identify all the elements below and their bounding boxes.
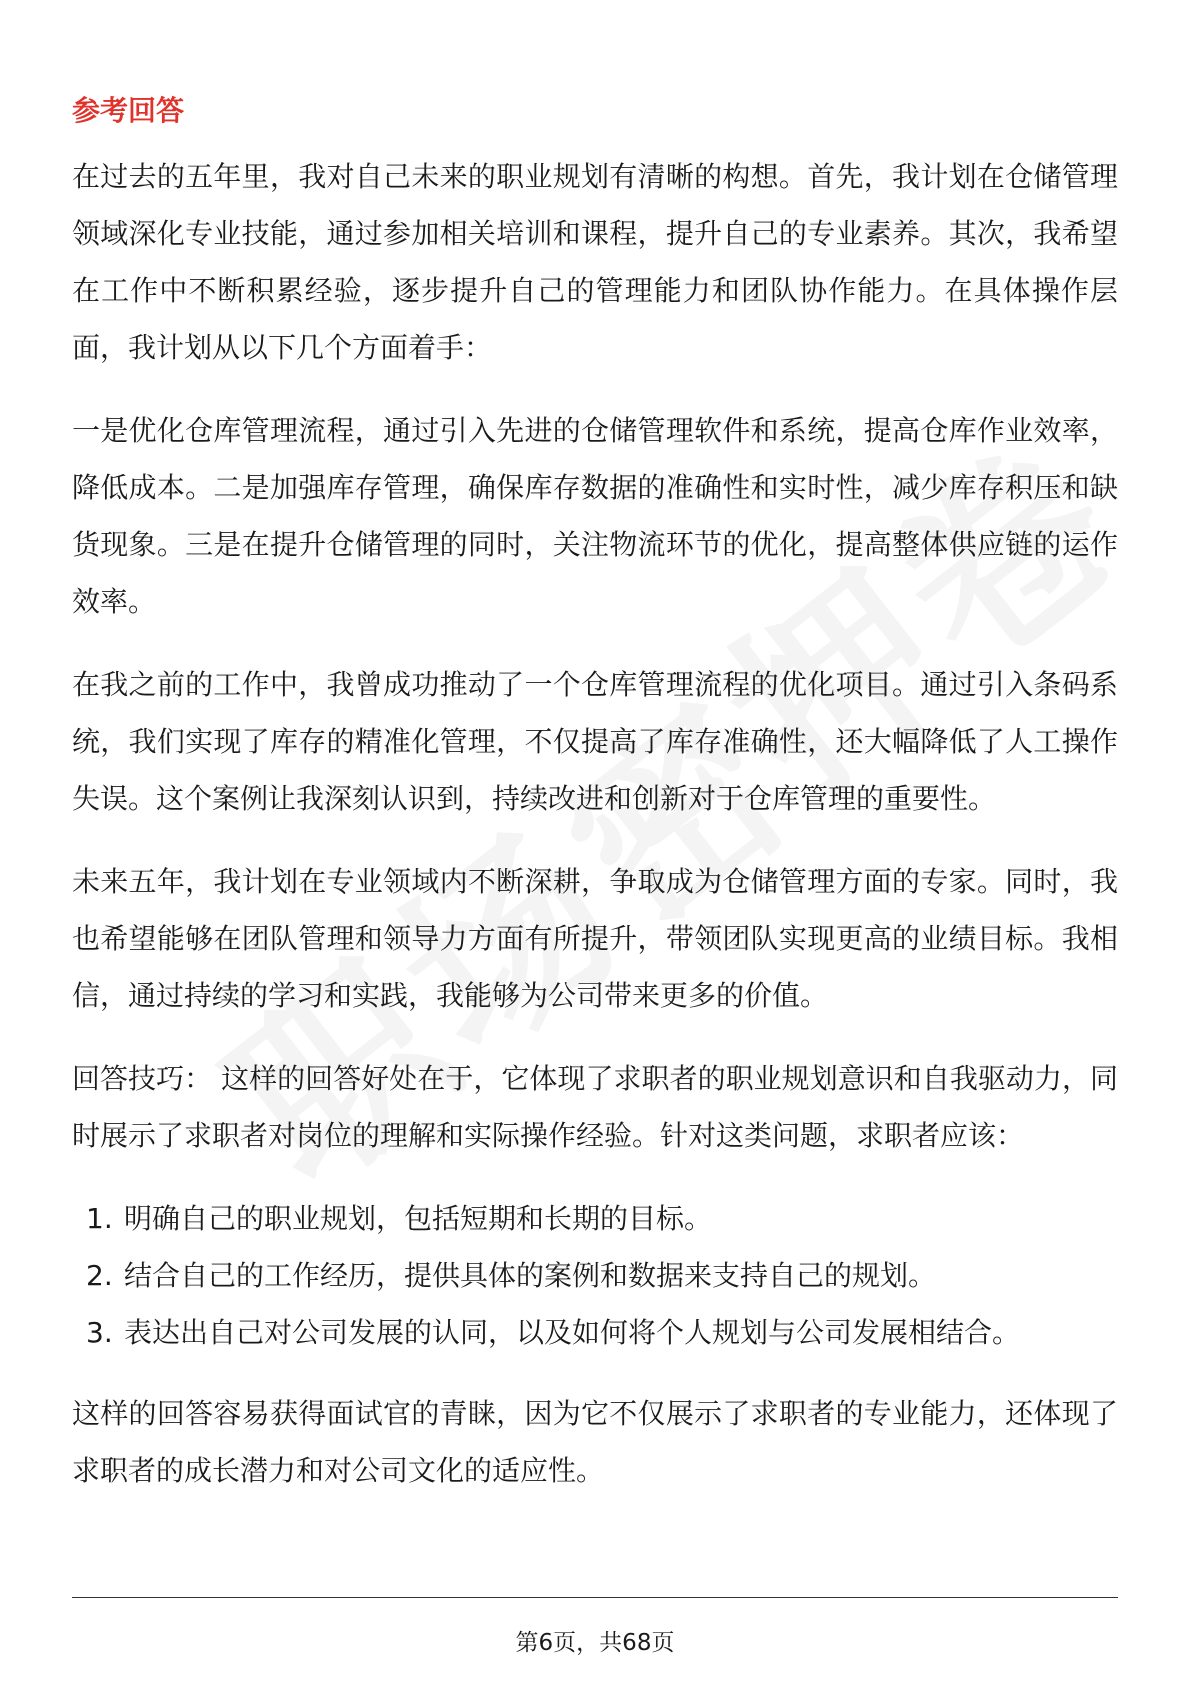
list-item — [72, 1190, 1118, 1247]
list-item-text: 表达出自己对公司发展的认同，以及如何将个人规划与公司发展相结合。 — [124, 1316, 1021, 1349]
page-content — [72, 84, 1118, 1525]
list-item — [72, 1304, 1118, 1361]
paragraph-career-plan: 在过去的五年里，我对自己未来的职业规划有清晰的构想。首先，我计划在仓储管理领域深化专业技能，通过参加相关培训和课程，提升自己的专业素养。其次，我希望在工作中不断积累经验，逐步提升自己的管理能力和团队协作能力。在具体操作层面，我计划从以下几个方面着手： — [72, 160, 1118, 364]
tips-list — [72, 1190, 1118, 1361]
paragraph-closing: 这样的回答容易获得面试官的青睐，因为它不仅展示了求职者的专业能力，还体现了求职者的成长潜力和对公司文化的适应性。 — [72, 1397, 1118, 1487]
paragraph-future-goals: 未来五年，我计划在专业领域内不断深耕，争取成为仓储管理方面的专家。同时，我也希望能够在团队管理和领导力方面有所提升，带领团队实现更高的业绩目标。我相信，通过持续的学习和实践，我能够为公司带来更多的价值。 — [72, 865, 1118, 1012]
paragraph-past-experience: 在我之前的工作中，我曾成功推动了一个仓库管理流程的优化项目。通过引入条码系统，我们实现了库存的精准化管理，不仅提高了库存准确性，还大幅降低了人工操作失误。这个案例让我深刻认识到，持续改进和创新对于仓库管理的重要性。 — [72, 668, 1118, 815]
page-number: 第6页，共68页 — [515, 1630, 675, 1656]
list-item-number: 2. — [86, 1259, 113, 1292]
paragraph-answer-tips: 回答技巧： 这样的回答好处在于，它体现了求职者的职业规划意识和自我驱动力，同时展示了求职者对岗位的理解和实际操作经验。针对这类问题，求职者应该： — [72, 1062, 1118, 1152]
list-item-text: 明确自己的职业规划，包括短期和长期的目标。 — [124, 1202, 713, 1235]
paragraph-action-items: 一是优化仓库管理流程，通过引入先进的仓储管理软件和系统，提高仓库作业效率，降低成本。二是加强库存管理，确保库存数据的准确性和实时性，减少库存积压和缺货现象。三是在提升仓储管理的同时，关注物流环节的优化，提高整体供应链的运作效率。 — [72, 414, 1118, 618]
list-item — [72, 1247, 1118, 1304]
footer-divider — [72, 1597, 1118, 1598]
list-item-number: 3. — [86, 1316, 113, 1349]
list-item-text: 结合自己的工作经历，提供具体的案例和数据来支持自己的规划。 — [124, 1259, 937, 1292]
list-item-number: 1. — [86, 1202, 113, 1235]
section-title: 参考回答 — [72, 94, 185, 127]
